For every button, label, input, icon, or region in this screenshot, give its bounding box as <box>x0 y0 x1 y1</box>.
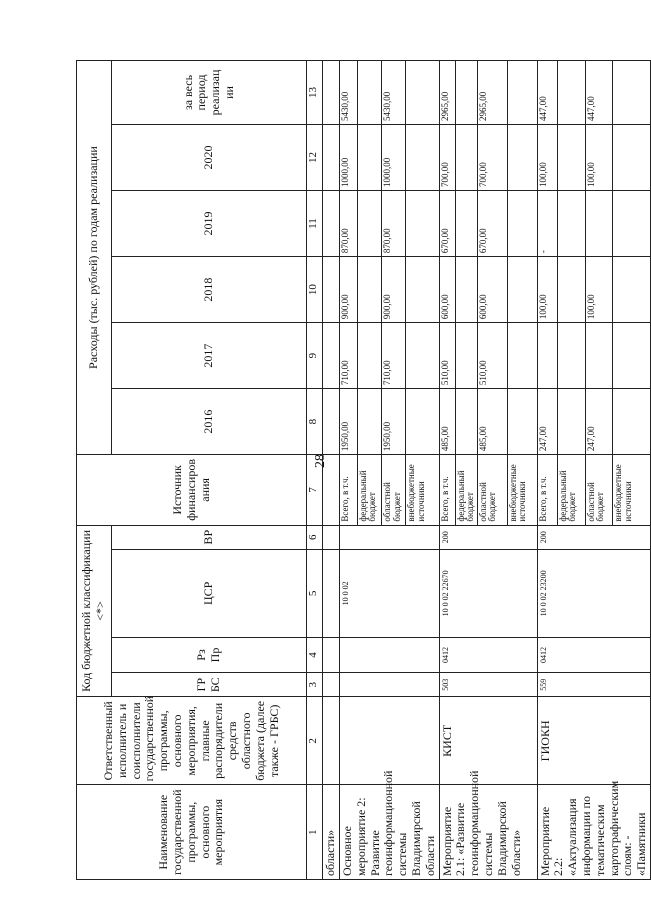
source-label: Всего, в т.ч. <box>340 455 358 525</box>
value-cell: 900,00 <box>340 257 358 323</box>
source-label: федеральный бюджет <box>557 455 585 525</box>
header-expenses: Расходы (тыс. рублей) по годам реализации <box>77 61 112 455</box>
value-cell <box>613 389 651 455</box>
header-budget-code: Код бюджетной классификации <*> <box>77 525 112 697</box>
col-num: 12 <box>307 125 322 191</box>
value-cell <box>357 257 381 323</box>
value-cell <box>357 389 381 455</box>
value-cell <box>557 257 585 323</box>
header-year-2016: 2016 <box>111 389 306 455</box>
header-vr: ВР <box>111 525 306 549</box>
source-label: областной бюджет <box>477 455 507 525</box>
value-cell <box>406 257 439 323</box>
value-cell <box>455 61 477 125</box>
value-cell <box>406 389 439 455</box>
col-num: 10 <box>307 257 322 323</box>
value-cell <box>455 191 477 257</box>
source-label: внебюджетные источники <box>613 455 651 525</box>
section-name: Мероприятие 2.1: «Развитие геоинформационной системы Владимирской области» <box>439 785 537 880</box>
col-num: 3 <box>307 673 322 697</box>
section-rzpr: 0412 <box>439 637 537 672</box>
value-cell <box>507 257 537 323</box>
value-cell: 600,00 <box>477 257 507 323</box>
section-grbs <box>340 673 440 697</box>
value-cell: 5430,00 <box>382 61 406 125</box>
section-grbs: 503 <box>439 673 537 697</box>
source-label: Всего, в т.ч. <box>537 455 557 525</box>
source-label: Всего, в т.ч. <box>439 455 455 525</box>
col-num: 6 <box>307 525 322 549</box>
header-year-2017: 2017 <box>111 323 306 389</box>
header-year-2019: 2019 <box>111 191 306 257</box>
value-cell: 710,00 <box>340 323 358 389</box>
value-cell <box>406 61 439 125</box>
value-cell <box>357 191 381 257</box>
header-csr: ЦСР <box>111 549 306 637</box>
value-cell <box>613 61 651 125</box>
col-num: 11 <box>307 191 322 257</box>
page-number-text: 28 <box>313 454 328 468</box>
value-cell <box>507 323 537 389</box>
section-vr: 200 <box>439 525 537 549</box>
section-name: Основное мероприятие 2: Развитие геоинформационной системы Владимирской области <box>340 785 440 880</box>
value-cell <box>406 191 439 257</box>
source-label: областной бюджет <box>585 455 613 525</box>
source-label: федеральный бюджет <box>455 455 477 525</box>
section-executor: КИСТ <box>439 697 537 785</box>
col-num: 13 <box>307 61 322 125</box>
value-cell: 1950,00 <box>340 389 358 455</box>
value-cell <box>507 389 537 455</box>
section-row <box>537 61 557 880</box>
header-year-2018: 2018 <box>111 257 306 323</box>
col-num: 4 <box>307 637 322 672</box>
value-cell <box>557 191 585 257</box>
value-cell <box>357 323 381 389</box>
header-name: Наименование государственной программы, основного мероприятия <box>77 785 307 880</box>
section-csr: 10 0 02 <box>340 549 440 637</box>
value-cell: 2965,00 <box>477 61 507 125</box>
header-source: Источник финансиров ания <box>77 455 307 525</box>
header-rzpr: Рз Пр <box>111 637 306 672</box>
value-cell: 1950,00 <box>382 389 406 455</box>
value-cell <box>613 323 651 389</box>
value-cell <box>557 323 585 389</box>
value-cell <box>613 125 651 191</box>
source-label: внебюджетные источники <box>406 455 439 525</box>
value-cell: 247,00 <box>537 389 557 455</box>
value-cell: 510,00 <box>439 323 455 389</box>
header-total: за весь период реализац ии <box>111 61 306 125</box>
value-cell <box>507 61 537 125</box>
value-cell <box>455 389 477 455</box>
value-cell: 447,00 <box>585 61 613 125</box>
value-cell: 670,00 <box>477 191 507 257</box>
value-cell: 485,00 <box>477 389 507 455</box>
section-csr: 10 0 02 23200 <box>537 549 650 637</box>
value-cell <box>455 125 477 191</box>
expenses-table <box>76 60 651 880</box>
col-num: 7 <box>307 455 322 525</box>
value-cell <box>613 257 651 323</box>
section-csr: 10 0 02 22670 <box>439 549 537 637</box>
header-year-2020: 2020 <box>111 125 306 191</box>
header-grbs: ГР БС <box>111 673 306 697</box>
value-cell: 700,00 <box>439 125 455 191</box>
continuation-row <box>322 61 339 880</box>
value-cell <box>455 323 477 389</box>
value-cell: 1000,00 <box>382 125 406 191</box>
value-cell: 100,00 <box>537 257 557 323</box>
value-cell: - <box>537 191 557 257</box>
value-cell <box>585 323 613 389</box>
value-cell: 1000,00 <box>340 125 358 191</box>
value-cell <box>406 323 439 389</box>
value-cell: 485,00 <box>439 389 455 455</box>
value-cell: 600,00 <box>439 257 455 323</box>
value-cell <box>557 61 585 125</box>
value-cell: 870,00 <box>382 191 406 257</box>
value-cell <box>507 191 537 257</box>
value-cell <box>613 191 651 257</box>
value-cell: 100,00 <box>585 125 613 191</box>
value-cell: 510,00 <box>477 323 507 389</box>
continuation-text: области» <box>322 785 339 880</box>
value-cell: 700,00 <box>477 125 507 191</box>
value-cell <box>557 125 585 191</box>
value-cell <box>357 125 381 191</box>
value-cell <box>455 257 477 323</box>
col-num: 5 <box>307 549 322 637</box>
source-label: областной бюджет <box>382 455 406 525</box>
section-name: Мероприятие 2.2: «Актуализация информации по тематическим картографическим слоям: - «Памятники <box>537 785 650 880</box>
header-executor: Ответственный исполнитель и соисполнители государственной программы, основного мероприятия, главные распорядители средств областного бюджета (далее также - ГРБС) <box>77 697 307 785</box>
value-cell: 2965,00 <box>439 61 455 125</box>
source-label: федеральный бюджет <box>357 455 381 525</box>
section-executor: ГИОКН <box>537 697 650 785</box>
col-num: 9 <box>307 323 322 389</box>
value-cell <box>557 389 585 455</box>
value-cell: 900,00 <box>382 257 406 323</box>
col-num: 2 <box>307 697 322 785</box>
section-row <box>439 61 455 880</box>
col-num: 8 <box>307 389 322 455</box>
value-cell: 447,00 <box>537 61 557 125</box>
section-vr <box>340 525 440 549</box>
rotated-table-container <box>76 60 649 880</box>
section-grbs: 559 <box>537 673 650 697</box>
value-cell <box>406 125 439 191</box>
value-cell <box>507 125 537 191</box>
value-cell: 100,00 <box>585 257 613 323</box>
value-cell: 5430,00 <box>340 61 358 125</box>
value-cell <box>357 61 381 125</box>
value-cell <box>537 323 557 389</box>
value-cell: 870,00 <box>340 191 358 257</box>
value-cell: 247,00 <box>585 389 613 455</box>
sections-body <box>340 61 651 880</box>
value-cell: 710,00 <box>382 323 406 389</box>
section-rzpr: 0412 <box>537 637 650 672</box>
value-cell: 100,00 <box>537 125 557 191</box>
value-cell: 670,00 <box>439 191 455 257</box>
source-label: внебюджетные источники <box>507 455 537 525</box>
section-vr: 200 <box>537 525 650 549</box>
section-row <box>340 61 358 880</box>
column-numbers-row <box>307 61 322 880</box>
section-rzpr <box>340 637 440 672</box>
col-num: 1 <box>307 785 322 880</box>
value-cell <box>585 191 613 257</box>
